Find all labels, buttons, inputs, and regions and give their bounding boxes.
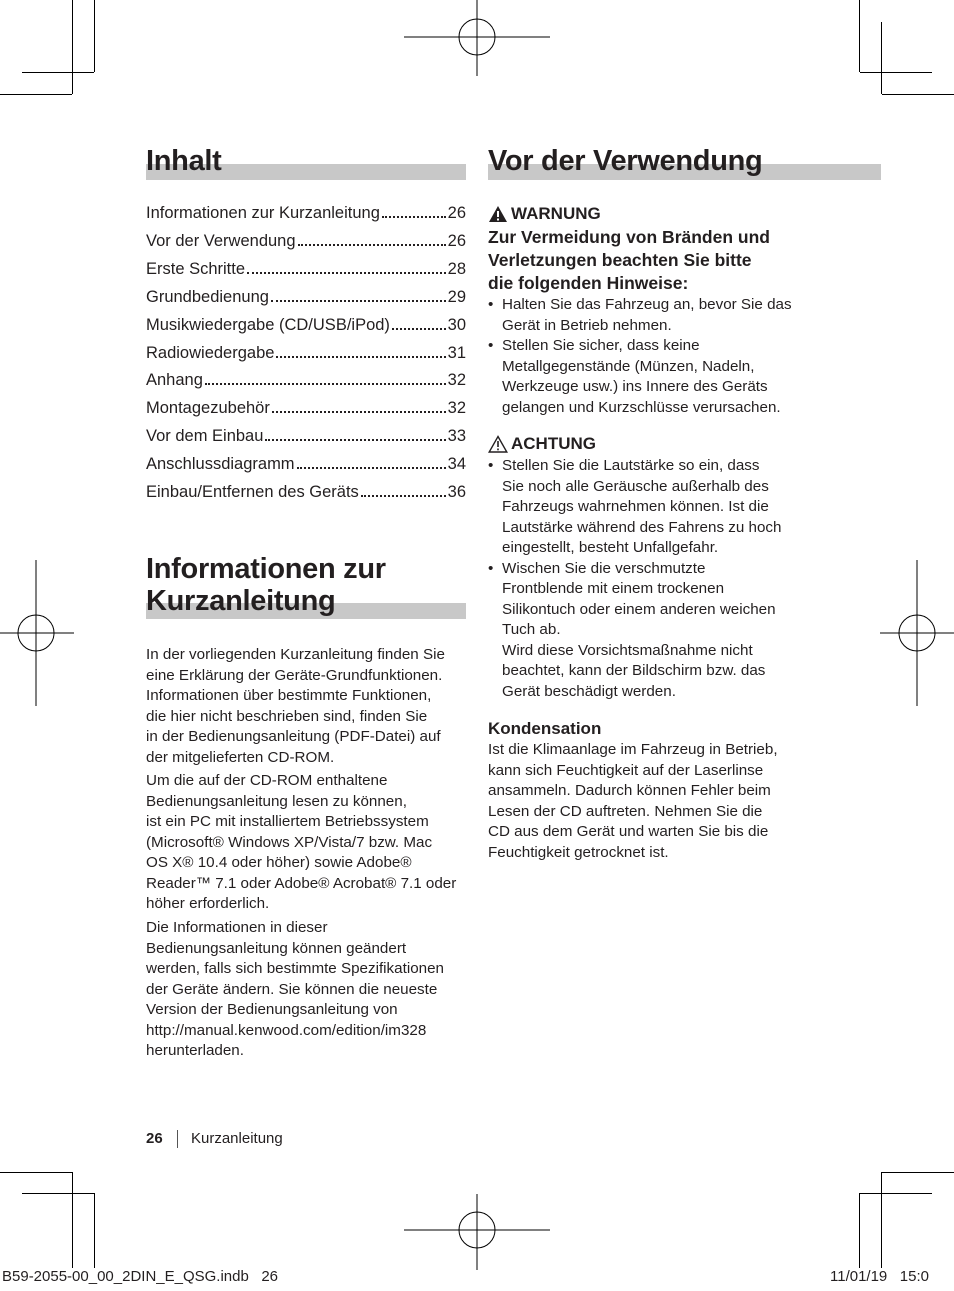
text-line: Gerät beschädigt werden.	[502, 682, 676, 700]
warning-filled-triangle-icon	[488, 205, 508, 223]
text-line: Um die auf der CD-ROM enthaltene	[146, 772, 388, 789]
text-line: eingestellt, besteht Unfallgefahr.	[502, 539, 719, 556]
text-line: der mitgelieferten CD-ROM.	[146, 748, 335, 766]
bullet-text	[502, 456, 802, 559]
toc-entry-page: 33	[447, 427, 466, 446]
toc-entry-label: Montagezubehör	[146, 399, 270, 418]
toc-leader-dots	[382, 216, 446, 218]
bullet-text	[502, 295, 802, 336]
toc-entry[interactable]	[146, 202, 466, 224]
kondensation-paragraph	[488, 740, 818, 863]
toc-entry[interactable]	[146, 286, 466, 308]
toc-entry-label: Anhang	[146, 371, 203, 390]
toc-leader-dots	[247, 272, 446, 274]
text-line: Frontblende mit einem trockenen	[502, 580, 725, 597]
toc-leader-dots	[265, 439, 445, 441]
text-line: beachtet, kann der Bildschirm bzw. das	[502, 662, 766, 679]
text-line: Version der Bedienungsanleitung von	[146, 1001, 398, 1018]
text-line: Halten Sie das Fahrzeug an, bevor Sie das	[502, 296, 792, 313]
footer-divider	[177, 1130, 178, 1148]
registration-mark-icon	[404, 0, 550, 76]
toc-entry[interactable]	[146, 397, 466, 419]
toc-entry[interactable]	[146, 342, 466, 364]
toc-entry-page: 26	[447, 204, 466, 222]
text-line: Silikontuch oder einem anderen weichen	[502, 600, 776, 618]
text-line: Feuchtigkeit getrocknet ist.	[488, 843, 669, 861]
bullet-text	[502, 559, 802, 703]
bullet-item	[488, 295, 808, 336]
toc-entry[interactable]	[146, 369, 466, 391]
text-line: Fahrzeugs wahrnehmen können. Ist die	[502, 498, 769, 515]
toc-entry-label: Vor dem Einbau	[146, 427, 264, 446]
vor-heading: Vor der Verwendung	[488, 145, 763, 177]
toc-entry-page: 28	[447, 259, 466, 278]
text-line: eine Erklärung der Geräte-Grundfunktionen.	[146, 666, 443, 684]
bullet-item	[488, 559, 808, 703]
text-line: Die Informationen in dieser	[146, 919, 328, 936]
warning-subheading	[488, 226, 818, 295]
text-line: ist ein PC mit installiertem Betriebssystem	[146, 813, 429, 830]
info-heading-line: Informationen zur	[146, 553, 386, 585]
toc-entry[interactable]	[146, 481, 466, 503]
caution-outline-triangle-icon	[488, 435, 508, 453]
text-line: Werkzeuge usw.) ins Innere des Geräts	[502, 378, 768, 395]
text-line: Informationen über bestimmte Funktionen,	[146, 687, 432, 704]
toc-entry-label: Einbau/Entfernen des Geräts	[146, 483, 359, 501]
text-line: In der vorliegenden Kurzanleitung finden Sie	[146, 646, 445, 663]
toc-leader-dots	[392, 328, 446, 330]
text-line: Stellen Sie die Lautstärke so ein, dass	[502, 457, 760, 474]
toc-entry-label: Vor der Verwendung	[146, 231, 296, 250]
text-line: Bedienungsanleitung können geändert	[146, 939, 407, 957]
warning-label	[488, 203, 601, 225]
toc-entry[interactable]	[146, 314, 466, 336]
text-line: gelangen und Kurzschlüsse verursachen.	[502, 398, 781, 416]
toc-entry[interactable]	[146, 258, 466, 280]
slug-date: 11/01/19 15:0	[830, 1268, 929, 1285]
caution-label-text: ACHTUNG	[511, 434, 596, 453]
text-line: Lesen der CD auftreten. Nehmen Sie die	[488, 802, 763, 820]
text-line: herunterladen.	[146, 1042, 244, 1059]
bullet-marker: •	[488, 296, 494, 313]
footer-section: Kurzanleitung	[191, 1130, 283, 1147]
kondensation-heading: Kondensation	[488, 719, 602, 738]
text-line: Gerät in Betrieb nehmen.	[502, 316, 672, 334]
text-line: Sie noch alle Geräusche außerhalb des	[502, 477, 769, 495]
toc-entry-page: 26	[447, 231, 466, 250]
toc-entry-page: 29	[447, 287, 466, 306]
subheading-line: die folgenden Hinweise:	[488, 273, 689, 293]
info-heading	[146, 553, 386, 617]
toc-leader-dots	[297, 467, 446, 469]
text-line: Lautstärke während des Fahrens zu hoch	[502, 518, 782, 536]
toc-leader-dots	[276, 356, 445, 358]
text-line: kann sich Feuchtigkeit auf der Laserlinse	[488, 761, 764, 779]
info-heading-line: Kurzanleitung	[146, 585, 336, 617]
slug-filename: B59-2055-00_00_2DIN_E_QSG.indb 26	[2, 1268, 279, 1285]
bullet-marker: •	[488, 337, 494, 354]
info-paragraph-3	[146, 918, 476, 1062]
toc-leader-dots	[205, 383, 446, 385]
text-line: die hier nicht beschrieben sind, finden Sie	[146, 707, 428, 725]
caution-label	[488, 433, 596, 455]
toc-entry-page: 36	[447, 483, 466, 501]
text-line: der Geräte ändern. Sie können die neueste	[146, 980, 438, 998]
warning-label-text: WARNUNG	[511, 204, 601, 223]
toc-entry[interactable]	[146, 453, 466, 475]
text-line: OS X® 10.4 oder höher) sowie Adobe®	[146, 854, 412, 871]
toc-entry[interactable]	[146, 425, 466, 447]
toc-entry-page: 34	[447, 455, 466, 474]
toc-entry-label: Anschlussdiagramm	[146, 455, 295, 474]
bullet-item	[488, 456, 808, 559]
text-line: ansammeln. Dadurch können Fehler beim	[488, 782, 771, 799]
page-number: 26	[146, 1130, 163, 1147]
toc-entry-label: Erste Schritte	[146, 259, 246, 278]
text-line: http://manual.kenwood.com/edition/im328	[146, 1021, 427, 1039]
toc-entry[interactable]	[146, 230, 466, 252]
text-line: in der Bedienungsanleitung (PDF-Datei) auf	[146, 728, 441, 745]
info-paragraph-2	[146, 771, 476, 915]
text-line: Reader™ 7.1 oder Adobe® Acrobat® 7.1 oder	[146, 874, 457, 892]
toc-entry-label: Musikwiedergabe (CD/USB/iPod)	[146, 315, 390, 334]
text-line: Metallgegenstände (Münzen, Nadeln,	[502, 357, 755, 375]
toc-entry-page: 31	[447, 343, 466, 362]
toc-entry-label: Radiowiedergabe	[146, 343, 275, 362]
toc-leader-dots	[271, 300, 446, 302]
text-line: Wird diese Vorsichtsmaßnahme nicht	[502, 641, 753, 659]
toc-entry-page: 32	[447, 371, 466, 390]
toc-entry-label: Grundbedienung	[146, 287, 269, 306]
registration-mark-icon	[0, 560, 74, 706]
bullet-marker: •	[488, 559, 494, 577]
text-line: (Microsoft® Windows XP/Vista/7 bzw. Mac	[146, 833, 433, 851]
text-line: werden, falls sich bestimmte Spezifikationen	[146, 960, 444, 977]
registration-mark-icon	[404, 1194, 550, 1270]
bullet-text	[502, 336, 802, 418]
text-line: CD aus dem Gerät und warten Sie bis die	[488, 823, 769, 840]
info-paragraph-1	[146, 645, 476, 768]
text-line: Ist die Klimaanlage im Fahrzeug in Betrieb,	[488, 741, 778, 758]
text-line: Stellen Sie sicher, dass keine	[502, 337, 700, 354]
toc-entry-page: 32	[447, 399, 466, 418]
toc-leader-dots	[272, 411, 446, 413]
toc-entry-page: 30	[447, 315, 466, 334]
registration-mark-icon	[880, 560, 954, 706]
toc-heading: Inhalt	[146, 145, 222, 177]
toc-entry-label: Informationen zur Kurzanleitung	[146, 204, 380, 222]
text-line: höher erforderlich.	[146, 895, 270, 912]
text-line: Wischen Sie die verschmutzte	[502, 559, 706, 577]
bullet-item	[488, 336, 808, 418]
text-line: Tuch ab.	[502, 621, 561, 638]
subheading-line: Verletzungen beachten Sie bitte	[488, 250, 752, 270]
toc-leader-dots	[298, 244, 446, 246]
toc-leader-dots	[361, 495, 446, 497]
bullet-marker: •	[488, 457, 494, 474]
text-line: Bedienungsanleitung lesen zu können,	[146, 792, 407, 810]
subheading-line: Zur Vermeidung von Bränden und	[488, 227, 770, 247]
